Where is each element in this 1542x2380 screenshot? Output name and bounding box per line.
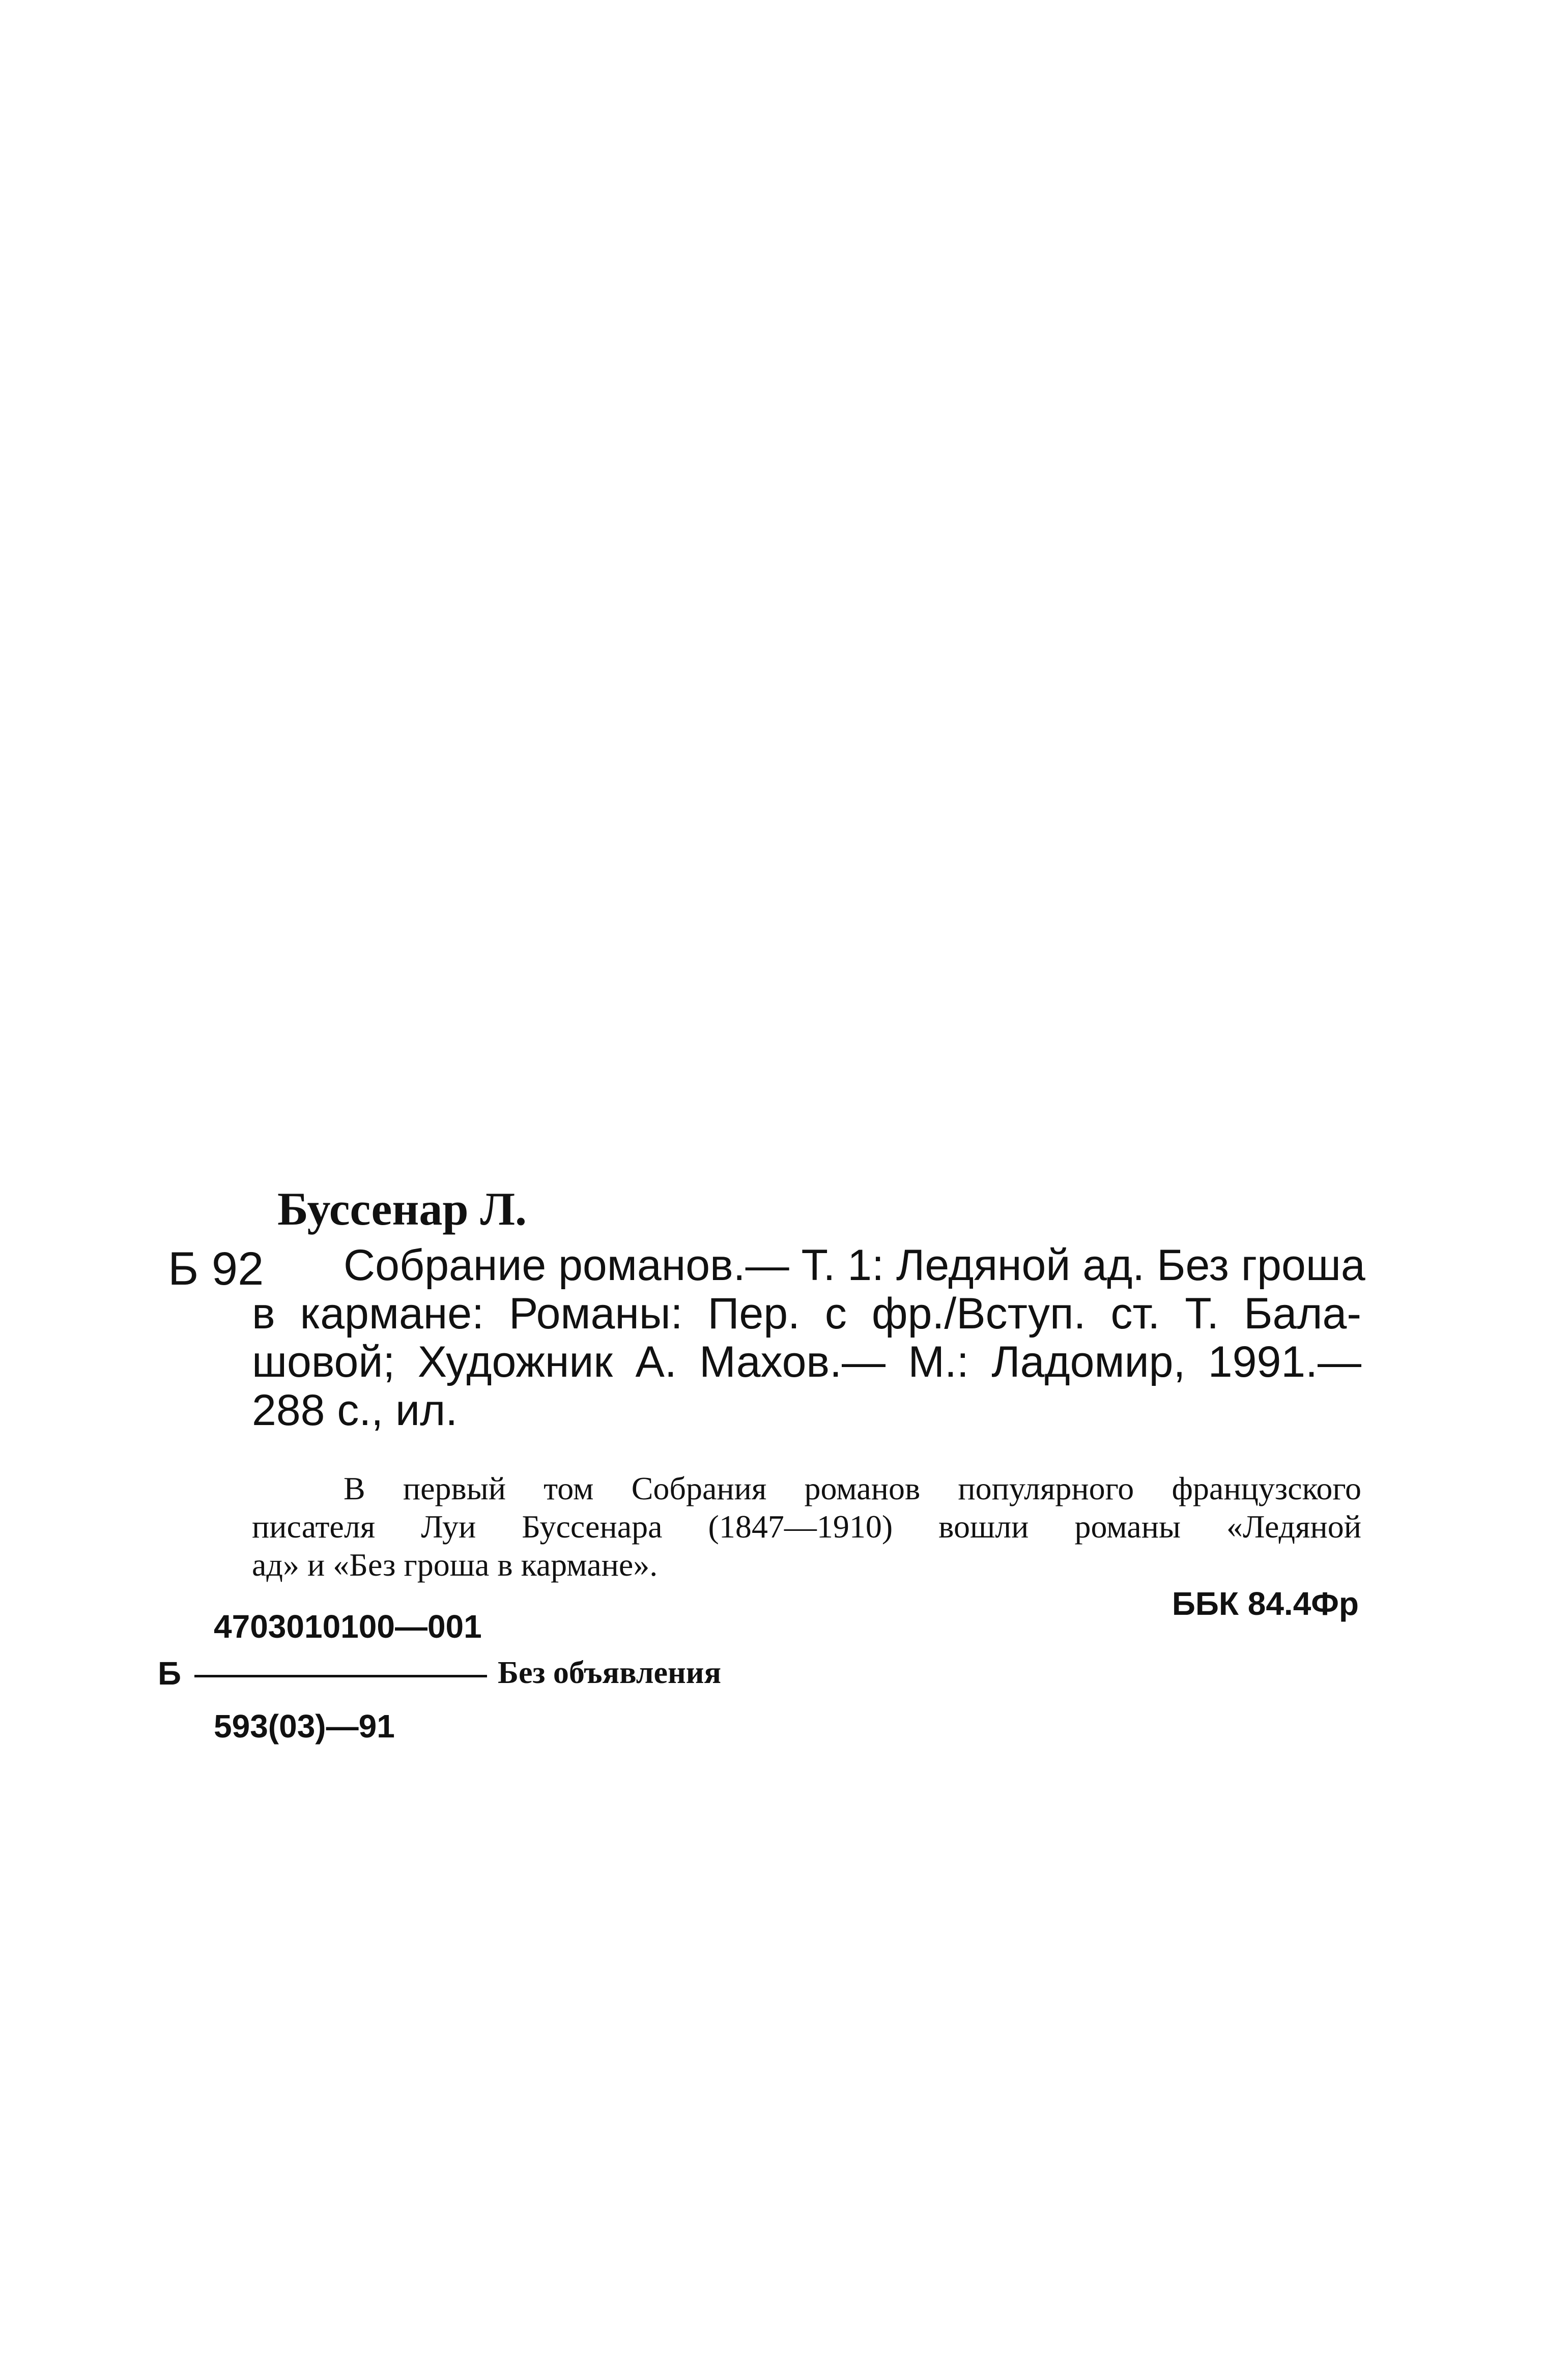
bibliographic-line-2: в кармане: Романы: Пер. с фр./Вступ. ст. Т. Бала-	[252, 1289, 1361, 1338]
author-name: Буссенар Л.	[277, 1183, 527, 1235]
code-top-number: 4703010100—001	[214, 1608, 482, 1645]
bibliographic-description	[252, 1241, 1365, 1435]
code-note: Без объявления	[498, 1656, 722, 1690]
bibliographic-line-3: шовой; Художник А. Махов.— М.: Ладомир, 1991.—	[252, 1338, 1361, 1386]
annotation-line-2: писателя Луи Буссенара (1847—1910) вошли романы «Ледяной	[252, 1508, 1361, 1545]
code-divider-line	[194, 1675, 487, 1677]
code-letter: Б	[158, 1655, 181, 1692]
code-bottom-number: 593(03)—91	[214, 1708, 395, 1745]
annotation-line-1: В первый том Собрания романов популярного французского	[344, 1470, 1361, 1506]
bibliographic-line-4: 288 с., ил.	[252, 1386, 458, 1435]
library-index-code: Б 92	[168, 1243, 264, 1295]
annotation-text	[252, 1469, 1361, 1584]
bibliographic-line-1: Собрание романов.— Т. 1: Ледяной ад. Без гроша	[344, 1241, 1365, 1290]
annotation-line-3: ад» и «Без гроша в кармане».	[252, 1547, 658, 1583]
bbk-classification: ББК 84.4Фр	[1172, 1585, 1359, 1622]
